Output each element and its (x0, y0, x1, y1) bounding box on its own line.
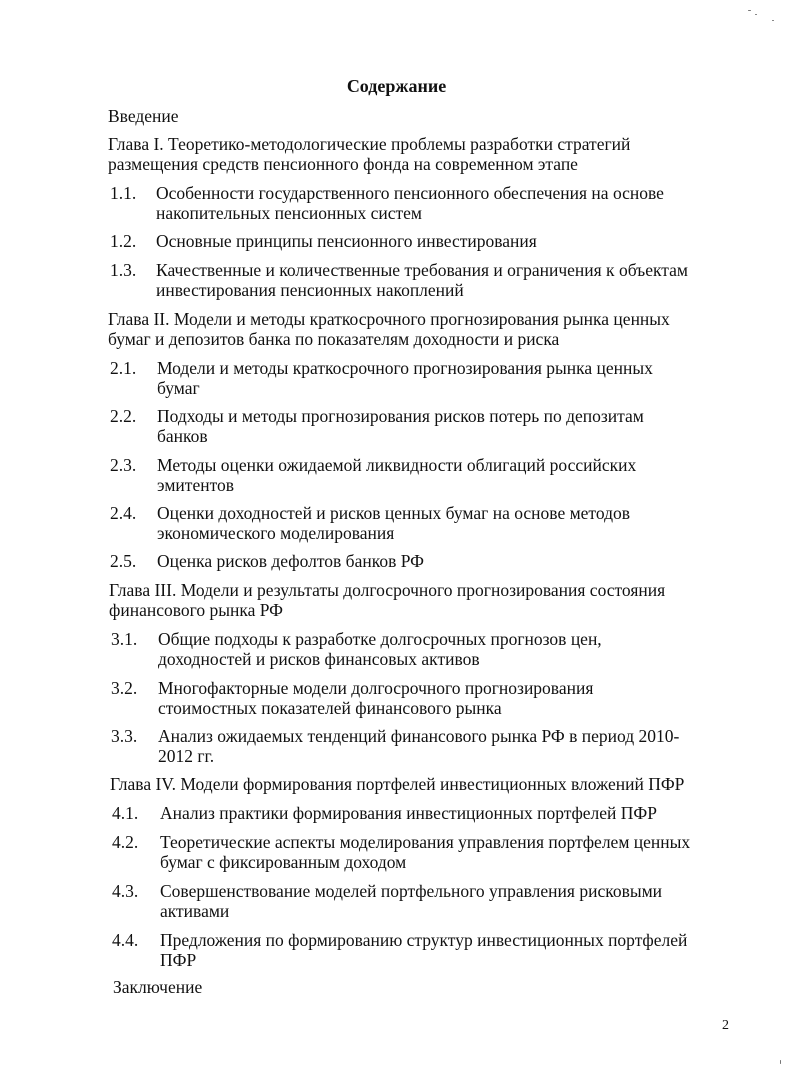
entry-number: 4.1. (112, 803, 139, 823)
entry-text-line: Подходы и методы прогнозирования рисков потерь по депозитам (157, 406, 644, 426)
entry-text-line: ПФР (160, 950, 197, 970)
entry-number: 4.3. (112, 881, 139, 901)
entry-text-line: эмитентов (157, 475, 235, 495)
entry-number: 2.1. (110, 358, 137, 378)
entry-text-line: Модели и методы краткосрочного прогнозирования рынка ценных (157, 358, 653, 378)
entry-text-line: доходностей и рисков финансовых активов (158, 649, 480, 669)
chapter-heading-line: Глава III. Модели и результаты долгосрочного прогнозирования состояния (109, 580, 666, 600)
entry-text-line: стоимостных показателей финансового рынка (158, 698, 502, 718)
chapter-heading-line: Глава IV. Модели формирования портфелей инвестиционных вложений ПФР (110, 774, 685, 794)
entry-text-line: Оценки доходностей и рисков ценных бумаг на основе методов (157, 503, 631, 523)
scan-speck (772, 20, 774, 21)
entry-text-line: Качественные и количественные требования и ограничения к объектам (156, 260, 688, 280)
page-title: Содержание (346, 76, 447, 96)
chapter-heading-line: бумаг и депозитов банка по показателям доходности и риска (108, 329, 560, 349)
entry-text-line: Общие подходы к разработке долгосрочных прогнозов цен, (158, 629, 602, 649)
entry-text-line: бумаг (157, 378, 200, 398)
scan-speck (780, 1060, 781, 1064)
entry-text-line: 2012 гг. (158, 746, 215, 766)
entry-number: 1.2. (110, 231, 137, 251)
entry-text-line: Методы оценки ожидаемой ликвидности облигаций российских (157, 455, 637, 475)
entry-number: 3.2. (111, 678, 138, 698)
entry-text-line: накопительных пенсионных систем (156, 203, 422, 223)
entry-text-line: Теоретические аспекты моделирования управления портфелем ценных (160, 832, 691, 852)
chapter-heading-line: Глава I. Теоретико-методологические проблемы разработки стратегий (108, 134, 631, 154)
entry-text-line: Предложения по формированию структур инвестиционных портфелей (160, 930, 688, 950)
toc-conclusion: Заключение (113, 977, 203, 997)
page-number: 2 (722, 1018, 729, 1033)
scan-speck (755, 14, 757, 15)
entry-number: 3.3. (111, 726, 138, 746)
entry-text-line: экономического моделирования (157, 523, 395, 543)
entry-number: 4.4. (112, 930, 139, 950)
chapter-heading-line: размещения средств пенсионного фонда на современном этапе (108, 154, 578, 174)
entry-text-line: Основные принципы пенсионного инвестирования (156, 231, 537, 251)
entry-text-line: бумаг с фиксированным доходом (160, 852, 407, 872)
entry-number: 1.3. (110, 260, 137, 280)
entry-text-line: банков (157, 426, 208, 446)
toc-introduction: Введение (108, 106, 179, 126)
scan-speck (748, 10, 751, 11)
chapter-heading-line: финансового рынка РФ (109, 600, 283, 620)
entry-text-line: Оценка рисков дефолтов банков РФ (157, 551, 424, 571)
entry-text-line: Совершенствование моделей портфельного управления рисковыми (160, 881, 663, 901)
entry-text-line: Анализ практики формирования инвестиционных портфелей ПФР (160, 803, 657, 823)
entry-number: 2.2. (110, 406, 137, 426)
entry-text-line: Анализ ожидаемых тенденций финансового рынка РФ в период 2010- (158, 726, 680, 746)
entry-number: 2.4. (110, 503, 137, 523)
entry-text-line: Многофакторные модели долгосрочного прогнозирования (158, 678, 594, 698)
entry-number: 2.3. (110, 455, 137, 475)
entry-number: 2.5. (110, 551, 137, 571)
entry-text-line: Особенности государственного пенсионного обеспечения на основе (156, 183, 664, 203)
entry-number: 3.1. (111, 629, 138, 649)
entry-number: 4.2. (112, 832, 139, 852)
entry-text-line: активами (160, 901, 230, 921)
entry-text-line: инвестирования пенсионных накоплений (156, 280, 464, 300)
chapter-heading-line: Глава II. Модели и методы краткосрочного прогнозирования рынка ценных (108, 309, 670, 329)
entry-number: 1.1. (110, 183, 137, 203)
